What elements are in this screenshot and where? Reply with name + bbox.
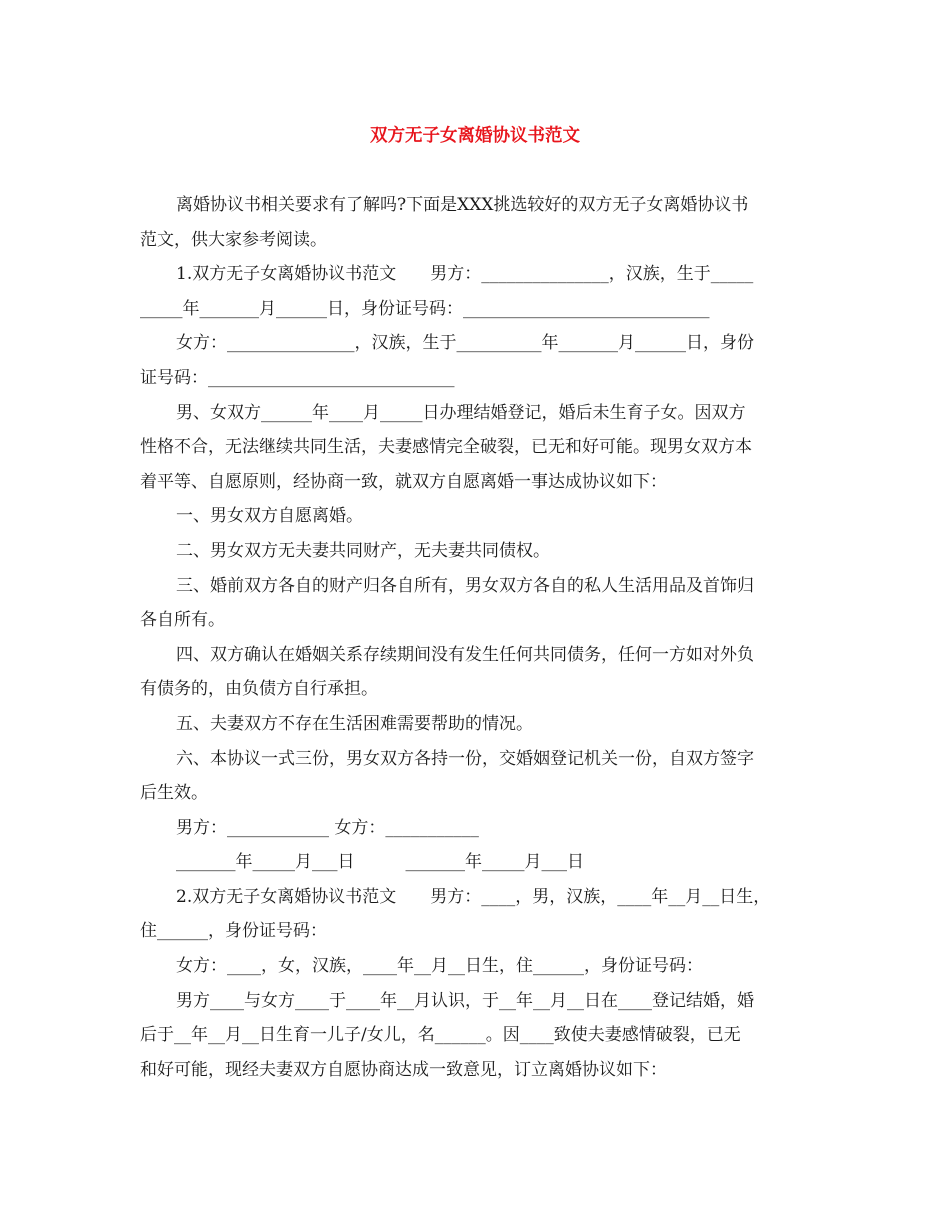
- signature-dates-line: _______年_____月___日 _______年_____月___日: [176, 852, 584, 873]
- paragraph-line: 男、女双方______年____月_____日办理结婚登记，婚后未生育子女。因双方: [176, 402, 746, 423]
- paragraph-line: _____年_______月______日，身份证号码：_____________________________: [140, 298, 710, 319]
- paragraph-line: 二、男女双方无夫妻共同财产，无夫妻共同债权。: [176, 540, 550, 561]
- signature-names-line: 男方：____________ 女方：___________: [176, 817, 479, 838]
- paragraph-line: 一、男女双方自愿离婚。: [176, 506, 363, 527]
- paragraph-line: 1.双方无子女离婚协议书范文 男方：_______________，汉族，生于_____: [176, 264, 754, 285]
- paragraph-line: 女方：_______________，汉族，生于__________年_______月______日，身份: [176, 333, 754, 354]
- document-title: 双方无子女离婚协议书范文: [370, 126, 580, 146]
- paragraph-line: 住______，身份证号码：: [140, 921, 327, 942]
- paragraph-line: 男方____与女方____于____年__月认识，于__年__月__日在____登记结婚，婚: [176, 990, 754, 1011]
- paragraph-line: 2.双方无子女离婚协议书范文 男方：____，男，汉族，____年__月__日生，: [176, 886, 771, 907]
- paragraph-line: 各自所有。: [140, 610, 225, 631]
- paragraph-line: 五、夫妻双方不存在生活困难需要帮助的情况。: [176, 713, 533, 734]
- paragraph-line: 六、本协议一式三份，男女双方各持一份，交婚姻登记机关一份，自双方签字: [176, 748, 754, 769]
- paragraph-line: 范文，供大家参考阅读。: [140, 229, 327, 250]
- paragraph-line: 三、婚前双方各自的财产归各自所有，男女双方各自的私人生活用品及首饰归: [176, 575, 754, 596]
- paragraph-line: 后生效。: [140, 783, 208, 804]
- paragraph-line: 和好可能，现经夫妻双方自愿协商达成一致意见，订立离婚协议如下：: [140, 1059, 667, 1080]
- paragraph-line: 四、双方确认在婚姻关系存续期间没有发生任何共同债务，任何一方如对外负: [176, 644, 754, 665]
- paragraph-line: 着平等、自愿原则，经协商一致，就双方自愿离婚一事达成协议如下：: [140, 471, 667, 492]
- paragraph-line: 后于__年__月__日生育一儿子/女儿，名______。因____致使夫妻感情破裂，已无: [140, 1025, 741, 1046]
- document-body: [140, 188, 812, 1087]
- paragraph-line: 女方：____，女，汉族，____年__月__日生，住______，身份证号码：: [176, 956, 703, 977]
- paragraph-line: 性格不合，无法继续共同生活，夫妻感情完全破裂，已无和好可能。现男女双方本: [140, 437, 752, 458]
- paragraph-line: 有债务的，由负债方自行承担。: [140, 679, 378, 700]
- paragraph-line: 证号码：_____________________________: [140, 367, 455, 388]
- paragraph-line: 离婚协议书相关要求有了解吗?下面是XXX挑选较好的双方无子女离婚协议书: [176, 195, 749, 215]
